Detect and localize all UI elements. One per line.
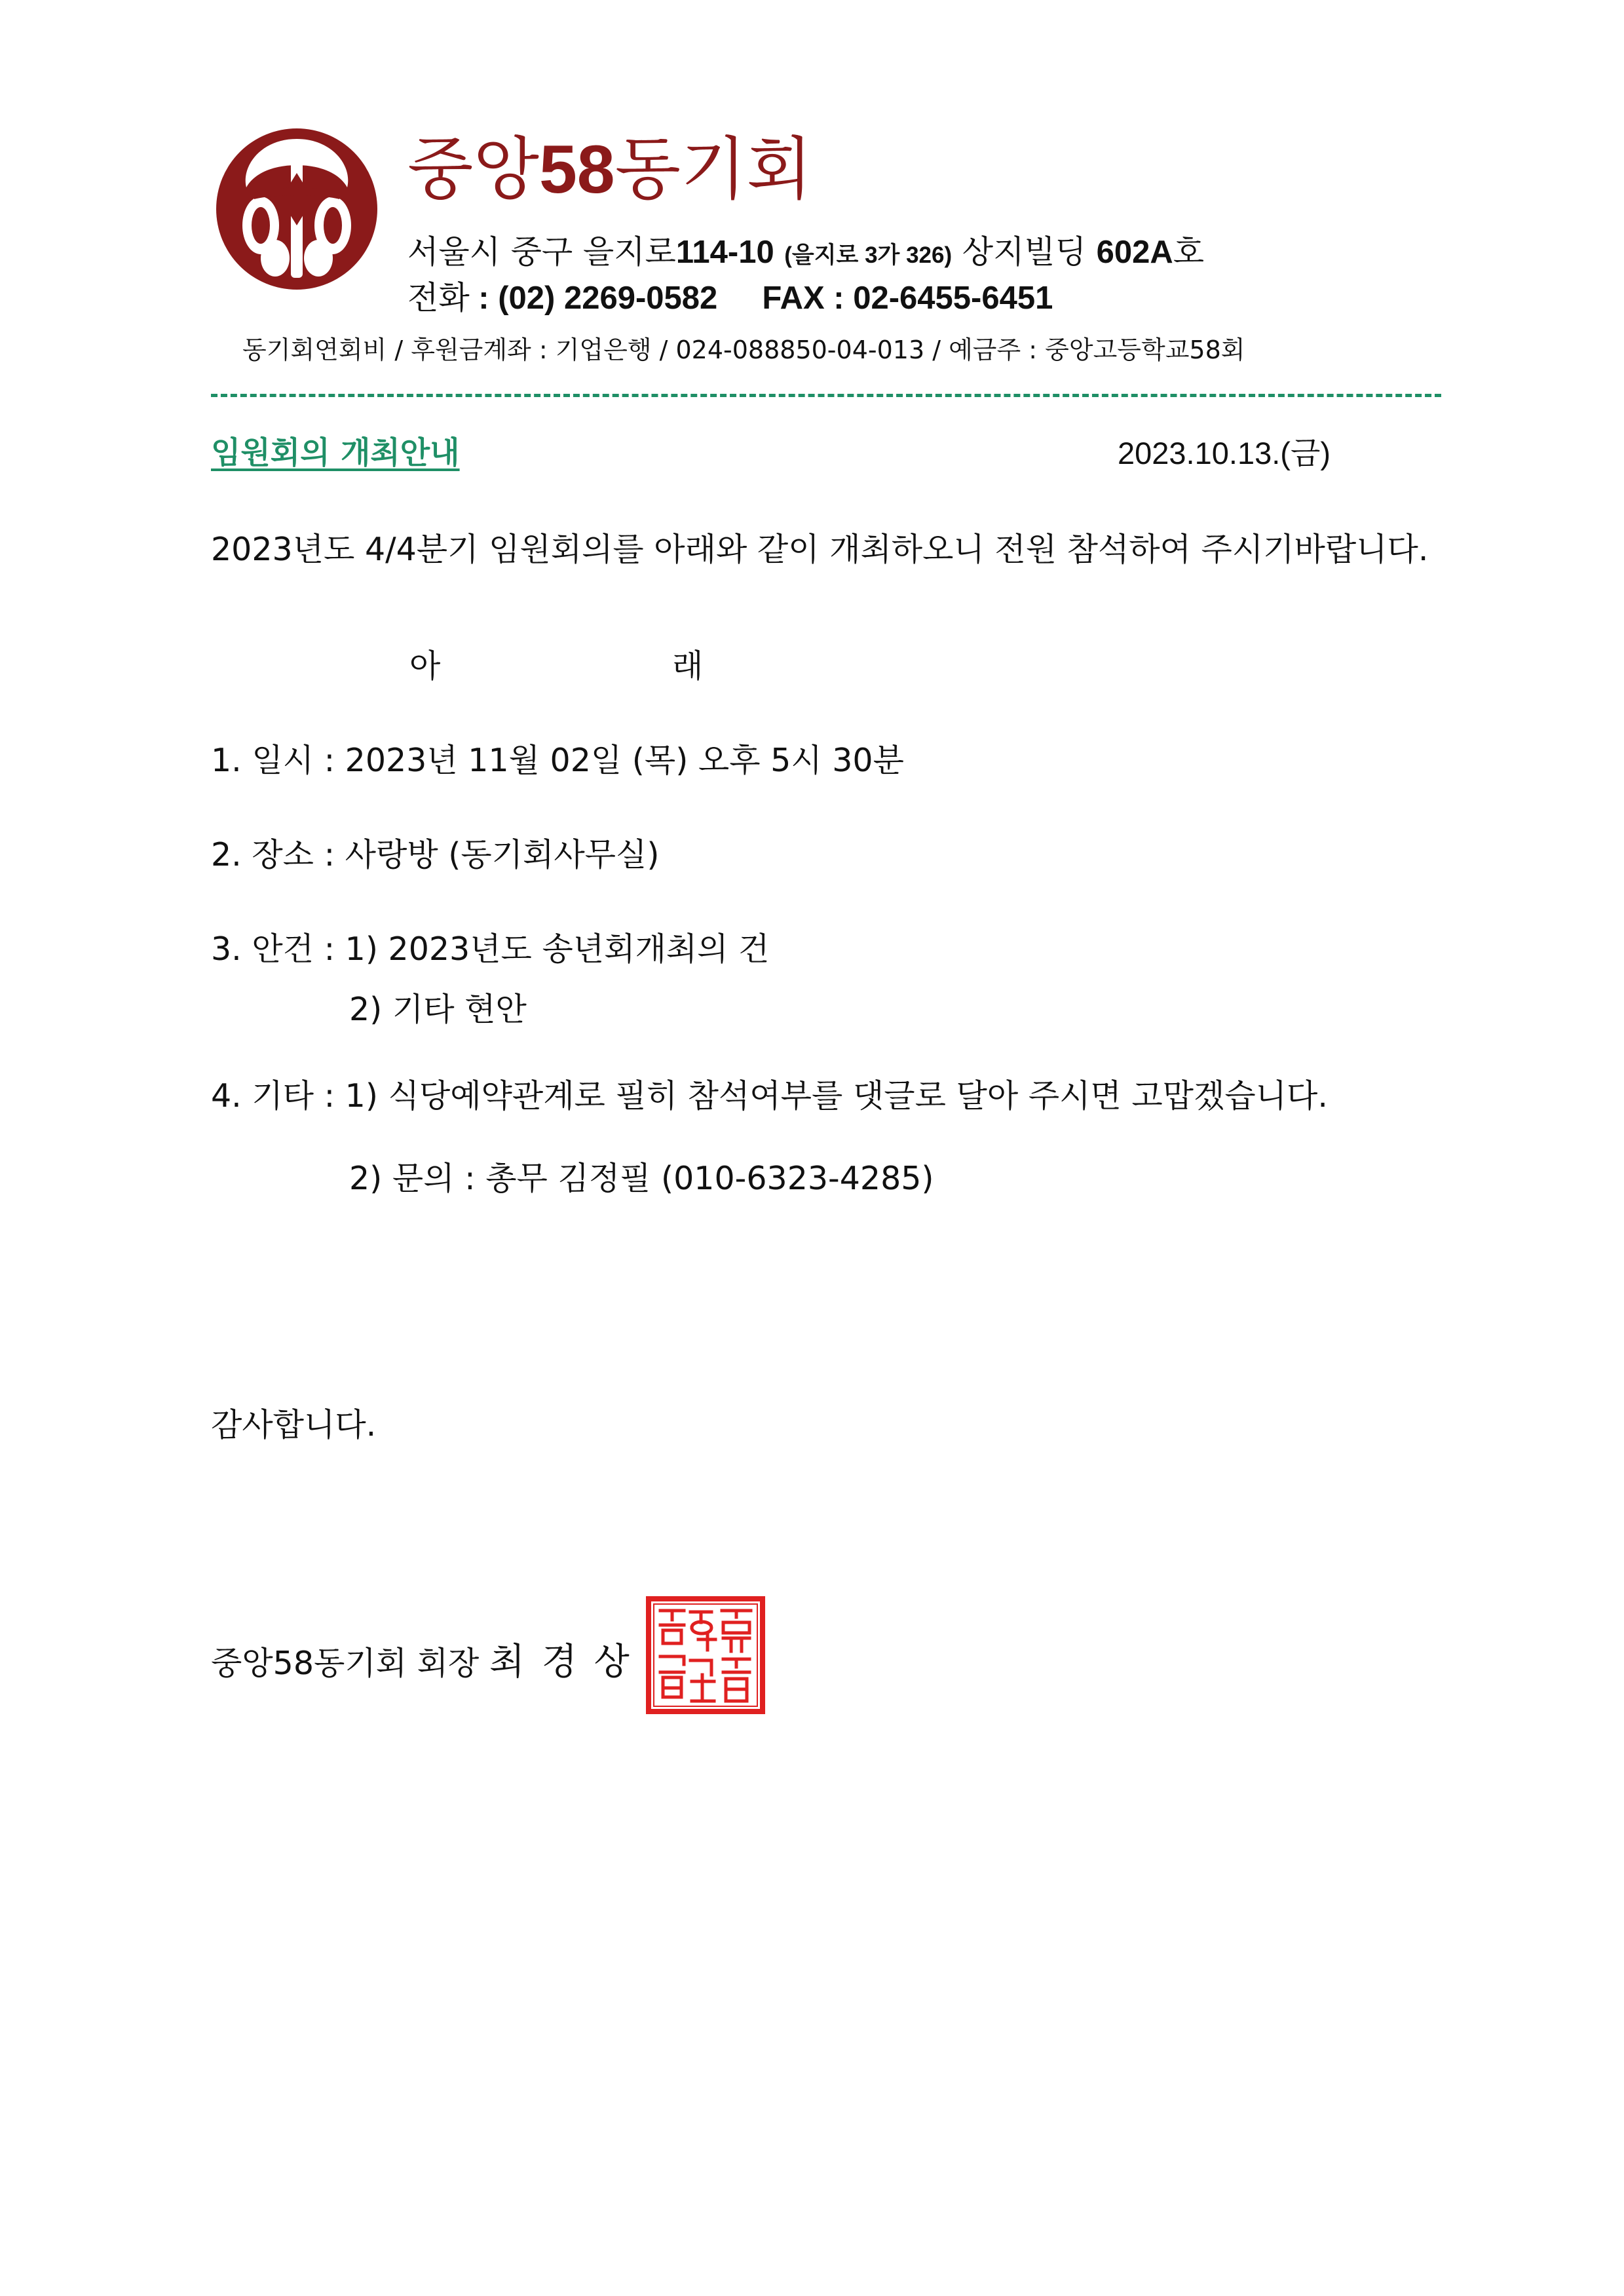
thanks-text: 감사합니다. [211,1406,377,1444]
official-seal-stamp [646,1596,765,1714]
phone-fax: 전화 : (02) 2269-0582 FAX : 02-6455-6451 [407,279,1053,316]
item-location: 2. 장소 : 사랑방 (동기회사무실) [211,836,660,873]
below-label-right: 래 [672,647,704,685]
school-emblem-logo [215,127,379,291]
signature: 중앙58동기회 회장 최 경 상 [211,1641,632,1683]
below-label-left: 아 [409,647,441,685]
address: 서울시 중구 을지로114-10 (을지로 3가 326) 상지빌딩 602A호 [407,233,1205,271]
intro-text: 2023년도 4/4분기 임원회의를 아래와 같이 개최하오니 전원 참석하여 주시기바랍니다. [211,531,1429,568]
item-agenda-2: 2) 기타 현안 [349,991,527,1028]
notice-title: 임원회의 개최안내 [211,435,460,471]
org-name: 중앙58동기회 [407,129,813,209]
item-other-1: 4. 기타 : 1) 식당예약관계로 필히 참석여부를 댓글로 달아 주시면 고맙겠습니다. [211,1077,1328,1115]
item-agenda-1: 3. 안건 : 1) 2023년도 송년회개최의 건 [211,930,770,968]
bank-account-line: 동기회연회비 / 후원금계좌 : 기업은행 / 024-088850-04-013 / 예금주 : 중앙고등학교58회 [242,335,1245,364]
item-other-2: 2) 문의 : 총무 김정필 (010-6323-4285) [349,1160,934,1197]
notice-date: 2023.10.13.(금) [1118,436,1331,470]
item-date-time: 1. 일시 : 2023년 11월 02일 (목) 오후 5시 30분 [211,742,904,779]
divider [211,394,1441,397]
